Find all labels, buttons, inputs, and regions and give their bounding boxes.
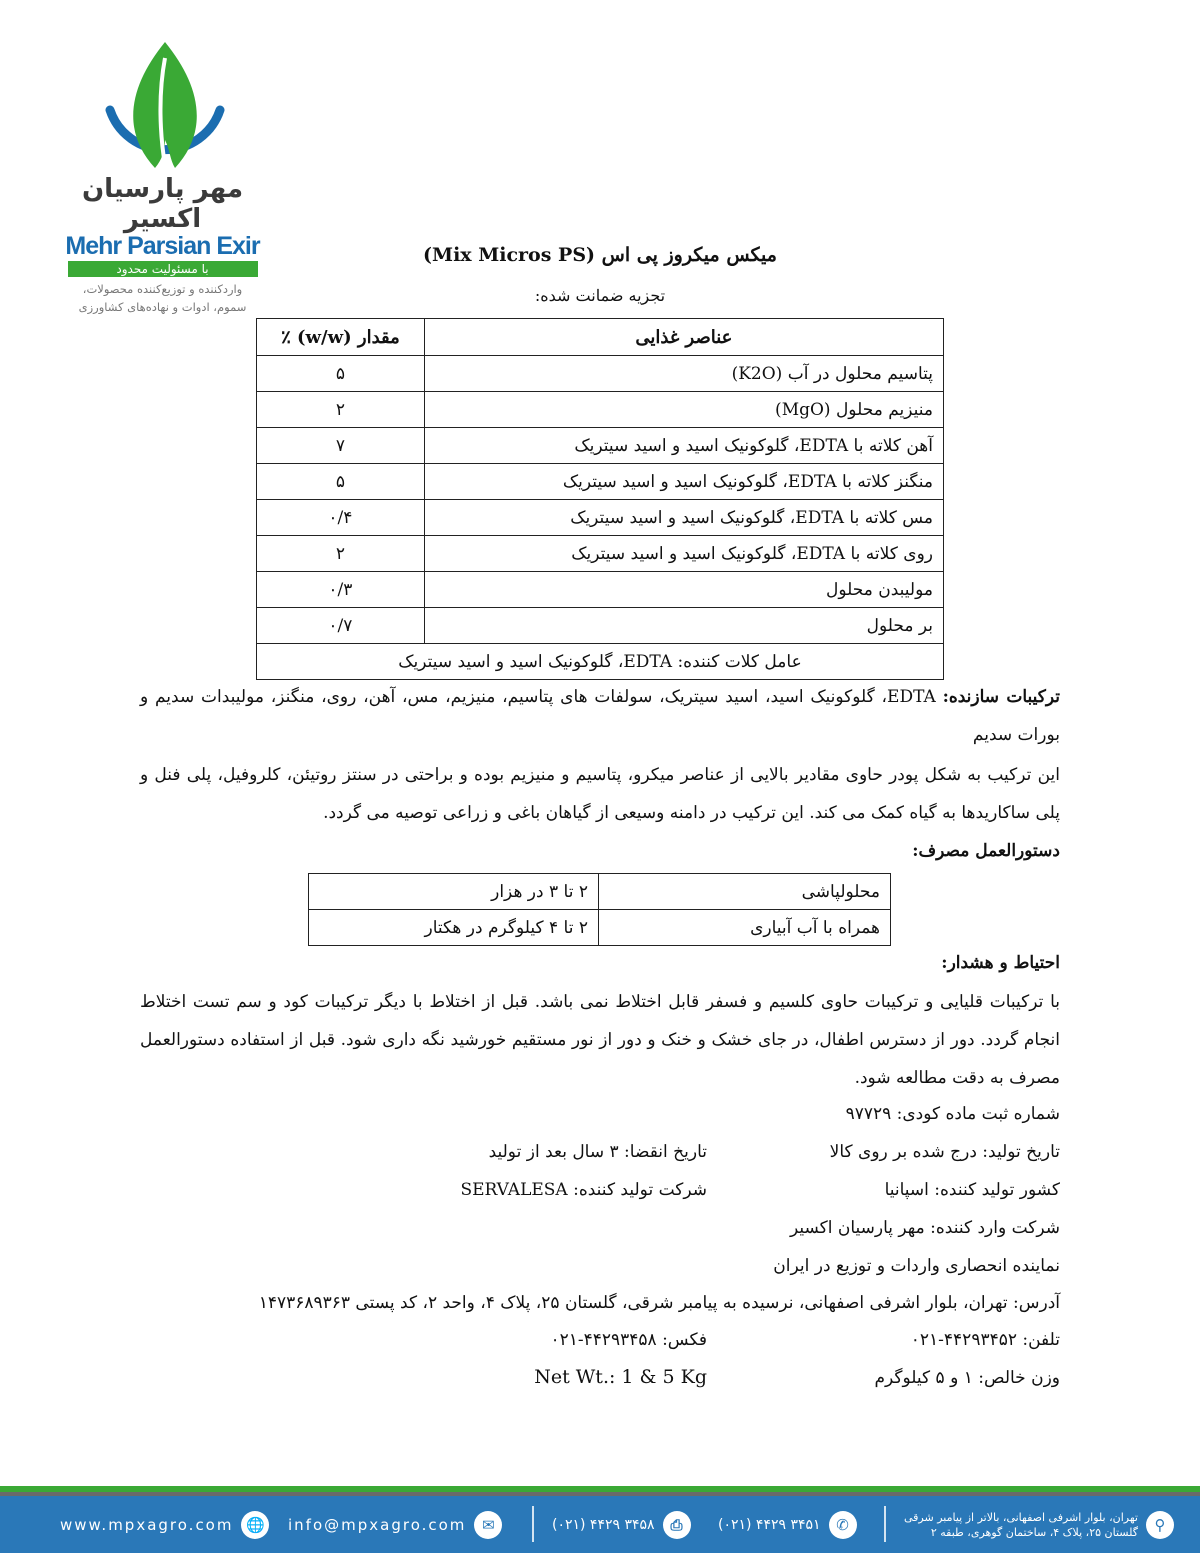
- fax-number: فکس: ۴۴۲۹۳۴۵۸-۰۲۱: [550, 1330, 707, 1350]
- phone-icon: ✆: [829, 1511, 857, 1539]
- company-logo: [60, 40, 265, 317]
- analysis-table: [256, 318, 944, 680]
- usage-table: [308, 873, 891, 946]
- nutrient-value: ۵: [257, 464, 425, 500]
- footer-website[interactable]: [60, 1496, 269, 1553]
- nutrient-name: پتاسیم محلول در آب (K2O): [424, 356, 943, 392]
- manufacturer: شرکت تولید کننده: SERVALESA: [460, 1180, 707, 1200]
- globe-icon: 🌐: [241, 1511, 269, 1539]
- usage-method: محلولپاشی: [599, 874, 891, 910]
- usage-method: همراه با آب آبیاری: [599, 910, 891, 946]
- usage-dose: ۲ تا ۳ در هزار: [309, 874, 599, 910]
- phone-number: تلفن: ۴۴۲۹۳۴۵۲-۰۲۱: [910, 1330, 1060, 1350]
- expiry-date: تاریخ انقضا: ۳ سال بعد از تولید: [488, 1142, 707, 1162]
- nutrient-name: مولیبدن محلول: [424, 572, 943, 608]
- footer-address-line-2: گلستان ۲۵، پلاک ۴، ساختمان گوهری، طبقه ۲: [930, 1525, 1138, 1539]
- footer-fax-text: (۰۲۱) ۴۴۲۹ ۳۴۵۸: [552, 1516, 655, 1533]
- chelating-agent-note: عامل کلات کننده: EDTA، گلوکونیک اسید و اسید سیتریک: [257, 644, 944, 680]
- caution-text: با ترکیبات قلیایی و ترکیبات حاوی کلسیم و فسفر قابل اختلاط نمی باشد. قبل از اختلاط با دیگر ترکیبات کود و سم تست اختلاط انجام گردد. دور از دسترس اطفال، در جای خشک و خنک و دور از نور مستقیم خورشید نگه داری شود. قبل از استفاده دستورالعمل مصرف به دقت مطالعه شود.: [140, 992, 1060, 1088]
- fax-icon: ⎙: [663, 1511, 691, 1539]
- net-weight-en: Net Wt.: 1 & 5 Kg: [534, 1366, 707, 1388]
- nutrient-value: ۲: [257, 536, 425, 572]
- nutrient-value: ۵: [257, 356, 425, 392]
- nutrient-name: مس کلاته با EDTA، گلوکونیک اسید و اسید سیتریک: [424, 500, 943, 536]
- analysis-header-row: [257, 319, 944, 356]
- nutrient-name: بر محلول: [424, 608, 943, 644]
- footer: [0, 1496, 1200, 1553]
- table-row: [309, 910, 891, 946]
- exclusive-representative: نماینده انحصاری واردات و توزیع در ایران: [773, 1256, 1060, 1276]
- email-text: info@mpxagro.com: [288, 1515, 467, 1534]
- table-row: [257, 572, 944, 608]
- nutrient-value: ۷: [257, 428, 425, 464]
- analysis-subtitle: تجزیه ضمانت شده:: [534, 286, 666, 305]
- footer-separator: [532, 1506, 534, 1542]
- composition-label: ترکیبات سازنده:: [942, 687, 1060, 707]
- registration-number: شماره ثبت ماده کودی: ۹۷۷۲۹: [845, 1104, 1060, 1124]
- logo-tagline-1: واردکننده و توزیع‌کننده محصولات،: [82, 282, 243, 296]
- table-row: [257, 608, 944, 644]
- usage-dose: ۲ تا ۴ کیلوگرم در هکتار: [309, 910, 599, 946]
- logo-ltd-band: با مسئولیت محدود: [68, 261, 258, 277]
- header-nutrients: عناصر غذایی: [424, 319, 943, 356]
- net-weight-fa: وزن خالص: ۱ و ۵ کیلوگرم: [874, 1368, 1060, 1388]
- table-row: [257, 428, 944, 464]
- footer-email[interactable]: [288, 1496, 502, 1553]
- caution-heading: احتیاط و هشدار:: [941, 953, 1060, 973]
- chelating-note-row: [257, 644, 944, 680]
- leaf-logo-mark: [90, 40, 240, 180]
- footer-phone: [718, 1496, 857, 1553]
- usage-heading: دستورالعمل مصرف:: [912, 841, 1060, 861]
- nutrient-value: ۰/۴: [257, 500, 425, 536]
- composition-text: EDTA، گلوکونیک اسید، اسید سیتریک، سولفات های پتاسیم، منیزیم، مس، آهن، روی، منگنز، مولیبدات سدیم و بورات سدیم: [140, 687, 1060, 745]
- product-title: میکس میکروز پی اس (Mix Micros PS): [423, 244, 777, 266]
- table-row: [257, 392, 944, 428]
- table-row: [257, 356, 944, 392]
- nutrient-name: روی کلاته با EDTA، گلوکونیک اسید و اسید سیتریک: [424, 536, 943, 572]
- footer-fax: [552, 1496, 691, 1553]
- importer: شرکت وارد کننده: مهر پارسیان اکسیر: [789, 1218, 1060, 1238]
- composition-paragraph: [140, 678, 1060, 754]
- location-pin-icon: ⚲: [1146, 1511, 1174, 1539]
- table-row: [257, 500, 944, 536]
- nutrient-name: منیزیم محلول (MgO): [424, 392, 943, 428]
- nutrient-value: ۲: [257, 392, 425, 428]
- header-amount: مقدار (w/w) ٪: [257, 319, 425, 356]
- table-row: [257, 536, 944, 572]
- logo-en-name: Mehr Parsian Exir: [65, 232, 260, 260]
- production-date: تاریخ تولید: درج شده بر روی کالا: [829, 1142, 1060, 1162]
- footer-separator: [884, 1506, 886, 1542]
- footer-address: [904, 1496, 1174, 1553]
- website-text: www.mpxagro.com: [60, 1515, 234, 1534]
- nutrient-name: آهن کلاته با EDTA، گلوکونیک اسید و اسید سیتریک: [424, 428, 943, 464]
- nutrient-value: ۰/۷: [257, 608, 425, 644]
- product-description: این ترکیب به شکل پودر حاوی مقادیر بالایی از عناصر میکرو، پتاسیم و منیزیم بوده و براحتی در سنتز روتیئن، کلروفیل، پلی فنل و پلی ساکاریدها به گیاه کمک می کند. این ترکیب در دامنه وسیعی از گیاهان باغی و زراعی توصیه می گردد.: [140, 765, 1060, 823]
- footer-address-line-1: تهران، بلوار اشرفی اصفهانی، بالاتر از پیامبر شرقی: [904, 1510, 1138, 1524]
- table-row: [257, 464, 944, 500]
- logo-tagline-2: سموم، ادوات و نهاده‌های کشاورزی: [78, 300, 247, 314]
- footer-phone-text: (۰۲۱) ۴۴۲۹ ۳۴۵۱: [718, 1516, 821, 1533]
- table-row: [309, 874, 891, 910]
- nutrient-name: منگنز کلاته با EDTA، گلوکونیک اسید و اسید سیتریک: [424, 464, 943, 500]
- country-of-origin: کشور تولید کننده: اسپانیا: [884, 1180, 1060, 1200]
- address: آدرس: تهران، بلوار اشرفی اصفهانی، نرسیده به پیامبر شرقی، گلستان ۲۵، پلاک ۴، واحد ۲، کد پستی ۱۴۷۳۶۸۹۳۶۳: [258, 1293, 1060, 1313]
- email-icon: ✉: [474, 1511, 502, 1539]
- logo-fa-name: مهر پارسیان اکسیر: [81, 174, 244, 234]
- nutrient-value: ۰/۳: [257, 572, 425, 608]
